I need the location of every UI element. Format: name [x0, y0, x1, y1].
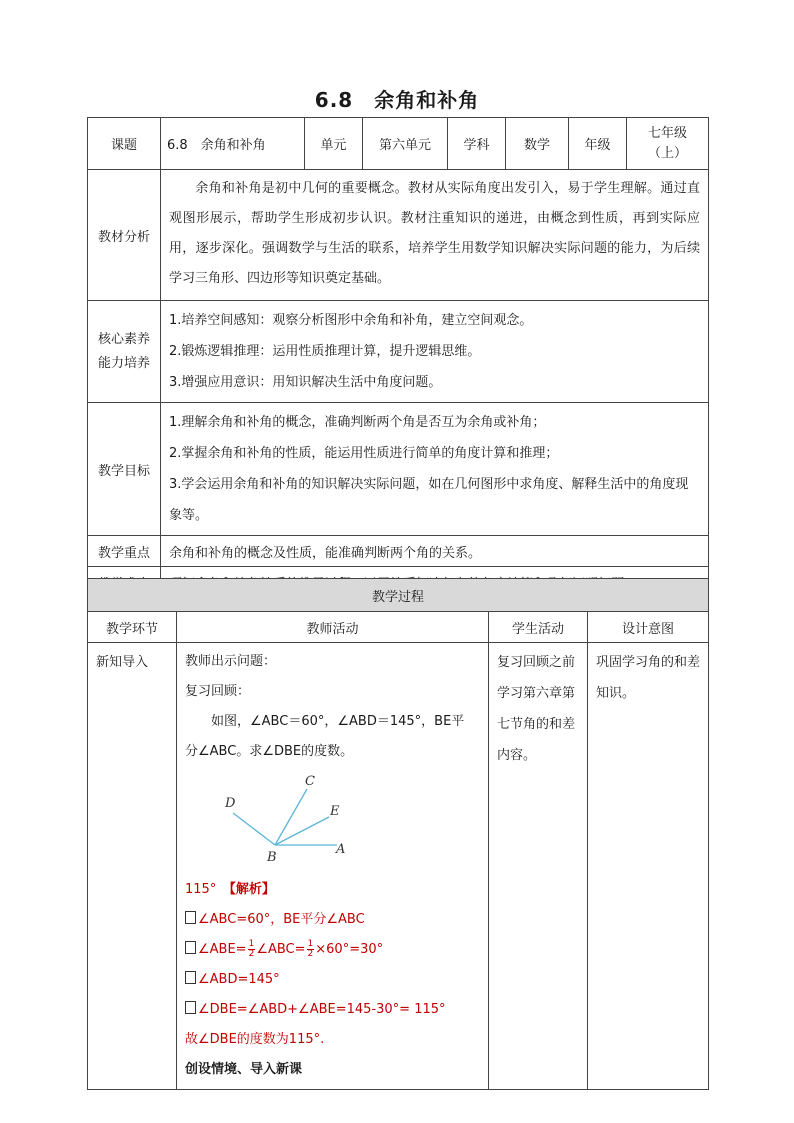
- step-text: ∠ABC=60°，BE平分∠ABC: [198, 912, 365, 927]
- problem-line: [185, 707, 480, 737]
- step-line: [185, 965, 480, 995]
- therefore-box-icon: [185, 971, 196, 984]
- subject-value: 数学: [506, 118, 569, 170]
- step-line: [185, 935, 480, 965]
- label-e: E: [330, 804, 340, 819]
- topic-value: 6.8 余角和补角: [161, 118, 305, 170]
- process-table: [87, 578, 709, 1090]
- process-title: 教学过程: [88, 579, 709, 612]
- label-b: B: [267, 850, 277, 863]
- fraction-numerator: 1: [248, 939, 255, 949]
- fraction-denominator: 2: [248, 949, 255, 959]
- step-text: ∠DBE=∠ABD+∠ABE=145-30°= 115°: [198, 1002, 446, 1017]
- teacher-line: 复习回顾：: [185, 684, 251, 699]
- angle-diagram: [223, 773, 423, 863]
- label-c: C: [305, 774, 315, 789]
- step-text: ∠ABE=: [198, 942, 247, 957]
- process-header-row: [88, 612, 709, 643]
- core-item: 1.培养空间感知：观察分析图形中余角和补角，建立空间观念。: [169, 313, 533, 328]
- goals-item: 2.掌握余角和补角的性质，能运用性质进行简单的角度计算和推理；: [169, 446, 559, 461]
- key-point-label: 教学重点: [88, 536, 161, 567]
- key-point-text: 余角和补角的概念及性质，能准确判断两个角的关系。: [161, 536, 709, 567]
- problem-text: 如图，∠ABC＝60°，∠ABD＝145°，BE平: [211, 714, 465, 729]
- process-title-row: [88, 579, 709, 612]
- core-item: 3.增强应用意识：用知识解决生活中角度问题。: [169, 375, 442, 390]
- goals-item: 1.理解余角和补角的概念，准确判断两个角是否互为余角或补角；: [169, 415, 546, 430]
- header-student: 学生活动: [489, 612, 588, 643]
- analysis-tag: 【解析】: [229, 882, 275, 897]
- grade-value-line1: 七年级: [647, 125, 687, 141]
- analysis-label: 教材分析: [88, 170, 161, 301]
- conclusion-line: 故∠DBE的度数为115°.: [185, 1032, 325, 1047]
- header-teacher: 教师活动: [177, 612, 489, 643]
- grade-value: [627, 118, 709, 170]
- step-line: [185, 905, 480, 935]
- analysis-text: 余角和补角是初中几何的重要概念。教材从实际角度出发引入，易于学生理解。通过直观图形展示，帮助学生形成初步认识。教材注重知识的递进，由概念到性质，再到实际应用，逐步深化。强调数学与生活的联系，培养学生用数学知识解决实际问题的能力，为后续学习三角形、四边形等知识奠定基础。: [169, 181, 700, 286]
- fraction-denominator: 2: [307, 949, 314, 959]
- page-title: 6.8 余角和补角: [314, 88, 480, 112]
- unit-label: 单元: [305, 118, 363, 170]
- analysis-cell: [161, 170, 709, 301]
- label-d: D: [225, 796, 236, 811]
- lesson-info-table: [87, 117, 709, 598]
- fraction: [248, 940, 256, 959]
- goals-item: 3.学会运用余角和补角的知识解决实际问题，如在几何图形中求角度、解释生活中的角度现象等。: [169, 477, 689, 523]
- teacher-line: 教师出示问题：: [185, 654, 277, 669]
- process-content-row: [88, 643, 709, 1090]
- ray-bd: [233, 813, 275, 845]
- header-stage: 教学环节: [88, 612, 177, 643]
- step-text: ∠ABD=145°: [198, 972, 280, 987]
- design-intent: 巩固学习角的和差知识。: [588, 643, 709, 1090]
- teacher-activity: [177, 643, 489, 1090]
- answer-value: 115°: [185, 882, 217, 897]
- next-section-heading: 创设情境、导入新课: [185, 1062, 303, 1077]
- grade-label: 年级: [569, 118, 627, 170]
- goals-row: [88, 403, 709, 536]
- topic-label: 课题: [88, 118, 161, 170]
- answer-line: [185, 875, 480, 905]
- goals-list: [161, 403, 709, 536]
- grade-value-line2: （上）: [647, 145, 687, 161]
- core-item: 2.锻炼逻辑推理：运用性质推理计算，提升逻辑思维。: [169, 344, 481, 359]
- core-row: [88, 301, 709, 403]
- problem-line: 分∠ABC。求∠DBE的度数。: [185, 744, 354, 759]
- info-row: [88, 118, 709, 170]
- fraction-numerator: 1: [307, 939, 314, 949]
- goals-label: 教学目标: [88, 403, 161, 536]
- therefore-box-icon: [185, 941, 196, 954]
- unit-value: 第六单元: [363, 118, 448, 170]
- step-line: [185, 995, 480, 1025]
- therefore-box-icon: [185, 1001, 196, 1014]
- core-label-line1: 核心素养: [97, 331, 150, 347]
- step-text: ∠ABC=: [256, 942, 306, 957]
- fraction: [307, 940, 315, 959]
- therefore-box-icon: [185, 911, 196, 924]
- student-activity: 复习回顾之前学习第六章第七节角的和差内容。: [489, 643, 588, 1090]
- core-label: [88, 301, 161, 403]
- analysis-row: [88, 170, 709, 301]
- header-intent: 设计意图: [588, 612, 709, 643]
- subject-label: 学科: [448, 118, 506, 170]
- step-text: ×60°=30°: [315, 942, 384, 957]
- key-point-row: [88, 536, 709, 567]
- label-a: A: [336, 842, 346, 857]
- core-label-line2: 能力培养: [97, 355, 150, 371]
- core-list: [161, 301, 709, 403]
- stage-cell: 新知导入: [88, 643, 177, 1090]
